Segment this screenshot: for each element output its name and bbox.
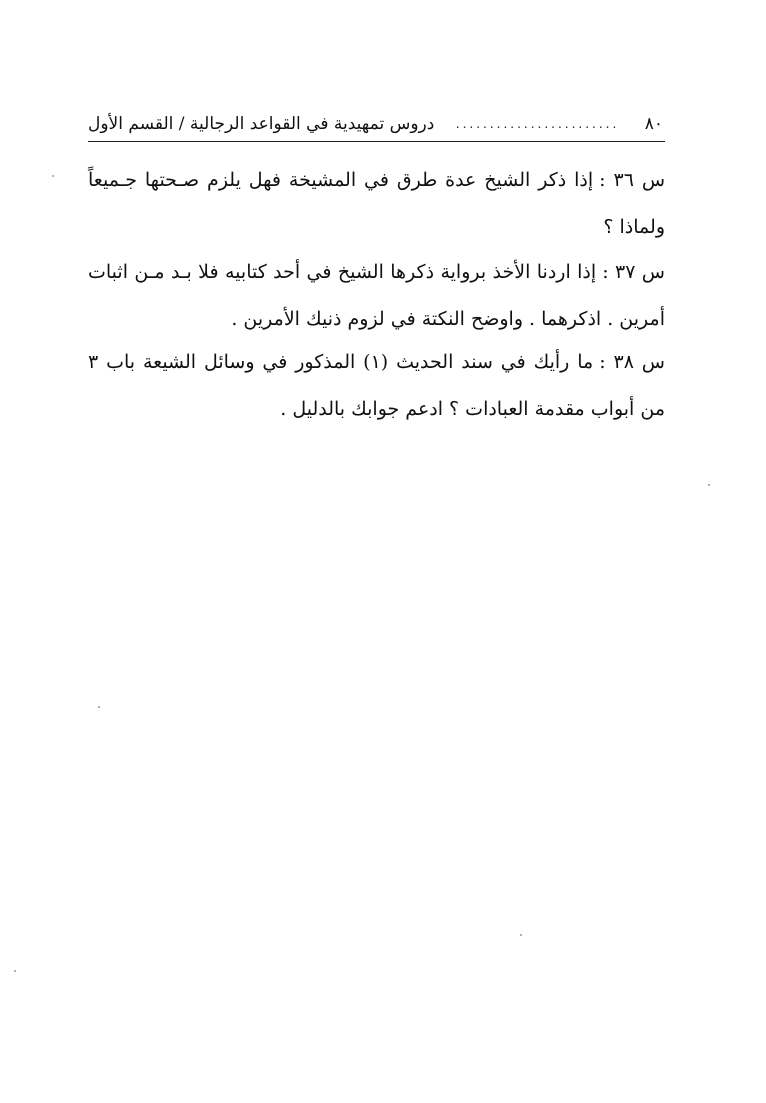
- scan-speck: [14, 970, 16, 972]
- question-37: [88, 249, 665, 343]
- page-header: [88, 108, 663, 140]
- question-label: س ٣٨ :: [599, 351, 665, 373]
- scan-speck: [98, 706, 100, 708]
- scan-speck: [52, 175, 54, 177]
- question-38: [88, 339, 665, 433]
- page-number: ٨٠: [644, 114, 663, 134]
- question-text: ما رأيك في سند الحديث (١) المذكور في وسائل الشيعة باب ٣ من أبواب مقدمة العبادات ؟ ادعم جوابك بالدليل .: [88, 351, 665, 420]
- question-label: س ٣٧ :: [602, 261, 665, 283]
- header-rule: [88, 141, 665, 142]
- question-36: [88, 157, 665, 251]
- question-label: س ٣٦ :: [599, 169, 666, 191]
- leader-dots: ........................: [455, 117, 620, 131]
- question-text: إذا ذكر الشيخ عدة طرق في المشيخة فهل يلزم صـحتها جـميعاً ولماذا ؟: [88, 169, 665, 238]
- running-title: دروس تمهيدية في القواعد الرجالية / القسم الأول: [88, 114, 435, 134]
- question-text: إذا اردنا الأخذ برواية ذكرها الشيخ في أحد كتابيه فلا بـد مـن اثبات أمرين . اذكرهما . واوضح النكتة في لزوم ذنيك الأمرين .: [88, 261, 665, 330]
- scan-speck: [520, 934, 522, 936]
- scan-speck: [708, 484, 710, 486]
